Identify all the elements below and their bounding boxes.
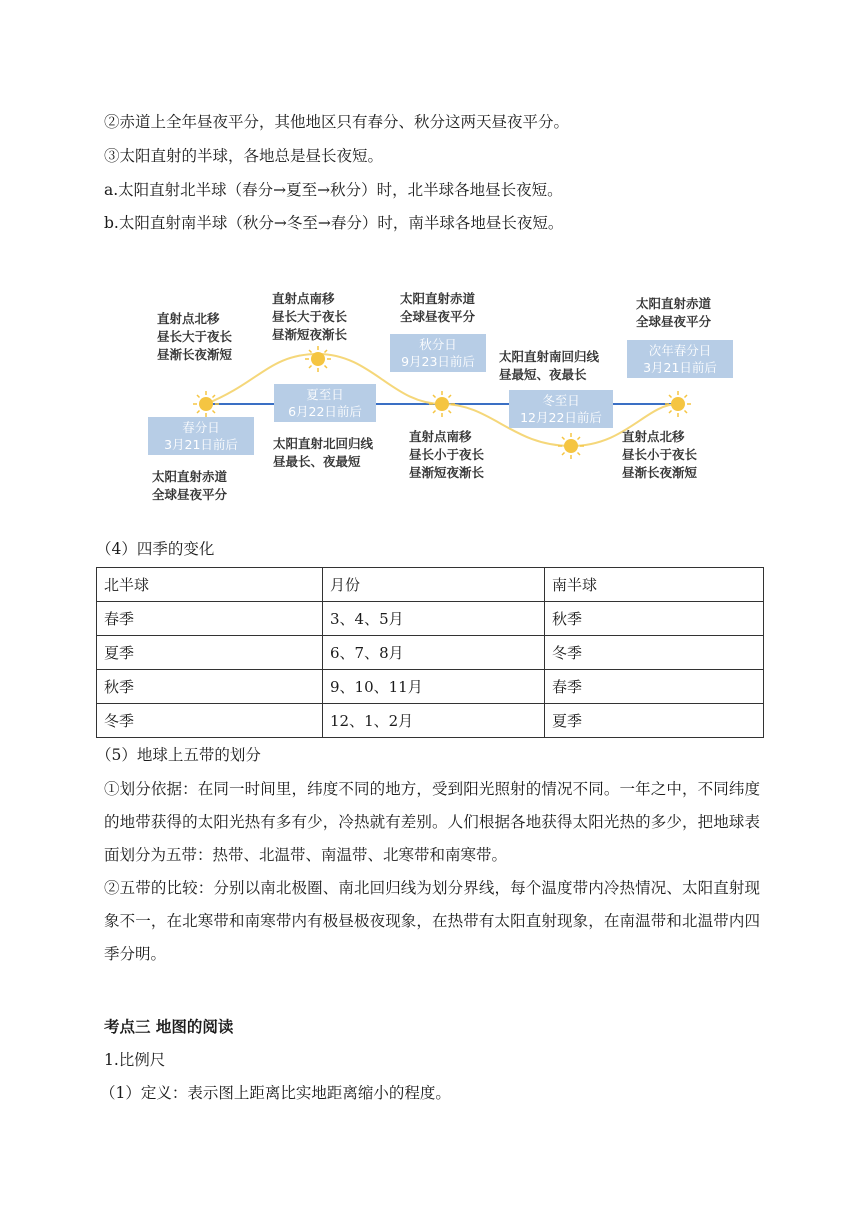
zones-comparison-paragraph: ②五带的比较：分别以南北极圈、南北回归线为划分界线，每个温度带内冷热情况、太阳直射现象不一，在北寒带和南寒带内有极昼极夜现象，在热带有太阳直射现象，在南温带和北温带内四季分明。 [104,879,760,963]
table-cell: 秋季 [97,670,323,704]
table-row [97,670,764,704]
caption-line: 太阳直射赤道 [636,296,712,311]
caption-tropic-capricorn [499,348,599,384]
caption-line: 昼长小于夜长 [622,447,698,462]
scale-definition: （1）定义：表示图上距离比实地距离缩小的程度。 [100,1084,451,1102]
caption-line: 昼最短、夜最长 [499,367,587,382]
header-cell: 南半球 [545,568,764,602]
table-cell: 6、7、8月 [323,636,545,670]
caption-tropic-cancer [273,435,373,471]
box-winter-solstice [509,390,613,428]
table-cell: 夏季 [545,704,764,738]
table-cell: 秋季 [545,602,764,636]
table-cell: 3、4、5月 [323,602,545,636]
table-row [97,636,764,670]
text-line-north: a.太阳直射北半球（春分→夏至→秋分）时，北半球各地昼长夜短。 [104,181,563,199]
caption-line: 昼渐长夜渐短 [622,465,698,480]
caption-line: 直射点南移 [409,429,472,444]
caption-line: 直射点北移 [622,429,685,444]
box-title: 秋分日 [419,337,457,352]
box-summer-solstice [274,384,376,422]
caption-north-move-2 [622,428,697,482]
table-cell: 春季 [97,602,323,636]
box-date: 6月22日前后 [288,404,362,419]
table-cell: 春季 [545,670,764,704]
table-cell: 冬季 [97,704,323,738]
caption-next-spring-equator [636,295,711,331]
caption-line: 昼最长、夜最短 [273,454,361,469]
box-next-spring-equinox [627,340,733,378]
table-cell: 12、1、2月 [323,704,545,738]
caption-line: 太阳直射赤道 [400,291,476,306]
table-cell: 9、10、11月 [323,670,545,704]
caption-line: 太阳直射北回归线 [273,436,374,451]
caption-line: 昼长大于夜长 [157,329,233,344]
caption-line: 昼长大于夜长 [272,309,348,324]
section-title-seasons: （4）四季的变化 [96,540,215,558]
box-date: 12月22日前后 [520,410,602,425]
sun-icon [665,391,691,417]
box-date: 3月21日前后 [164,437,238,452]
caption-line: 直射点北移 [157,311,220,326]
zones-basis-paragraph: ①划分依据：在同一时间里，纬度不同的地方，受到阳光照射的情况不同。一年之中，不同纬度的地带获得的太阳光热有多有少，冷热就有差别。人们根据各地获得太阳光热的多少，把地球表面划分为五带：热带、北温带、南温带、北寒带和南寒带。 [104,780,760,864]
caption-line: 太阳直射赤道 [152,469,228,484]
table-cell: 夏季 [97,636,323,670]
sun-icon [558,433,584,459]
caption-line: 昼渐长夜渐短 [157,347,233,362]
box-date: 9月23日前后 [401,354,475,369]
table-row [97,602,764,636]
caption-line: 全球昼夜平分 [400,309,476,324]
caption-line: 昼长小于夜长 [409,447,485,462]
header-cell: 月份 [323,568,545,602]
table-header-row [97,568,764,602]
text-line-south: b.太阳直射南半球（秋分→冬至→春分）时，南半球各地昼长夜短。 [104,214,564,232]
season-table [96,567,764,738]
text-line-equator: ②赤道上全年昼夜平分，其他地区只有春分、秋分这两天昼夜平分。 [104,113,570,131]
section3-heading: 考点三 地图的阅读 [104,1018,234,1036]
box-autumn-equinox [390,334,486,372]
box-title: 春分日 [182,420,220,435]
text-line-direct-hemisphere: ③太阳直射的半球，各地总是昼长夜短。 [104,147,384,165]
caption-north-move-1 [157,310,232,364]
section-title-zones: （5）地球上五带的划分 [96,746,261,764]
sun-icon [429,391,455,417]
scale-heading: 1.比例尺 [104,1051,166,1069]
caption-line: 全球昼夜平分 [636,314,712,329]
table-cell: 冬季 [545,636,764,670]
caption-south-move-1 [272,290,347,344]
sun-icon [305,346,331,372]
caption-line: 太阳直射南回归线 [499,349,600,364]
box-spring-equinox [148,417,254,455]
solar-declination-diagram [140,272,740,517]
caption-line: 昼渐短夜渐长 [272,327,348,342]
caption-line: 昼渐短夜渐长 [409,465,485,480]
caption-spring-equator [152,468,227,504]
box-title: 夏至日 [306,387,344,402]
caption-line: 全球昼夜平分 [152,487,228,502]
caption-autumn-equator [400,290,475,326]
header-cell: 北半球 [97,568,323,602]
box-title: 次年春分日 [648,343,712,358]
box-title: 冬至日 [542,393,580,408]
sun-icon [193,391,219,417]
caption-south-move-2 [409,428,484,482]
table-row [97,704,764,738]
caption-line: 直射点南移 [272,291,335,306]
box-date: 3月21日前后 [643,360,717,375]
